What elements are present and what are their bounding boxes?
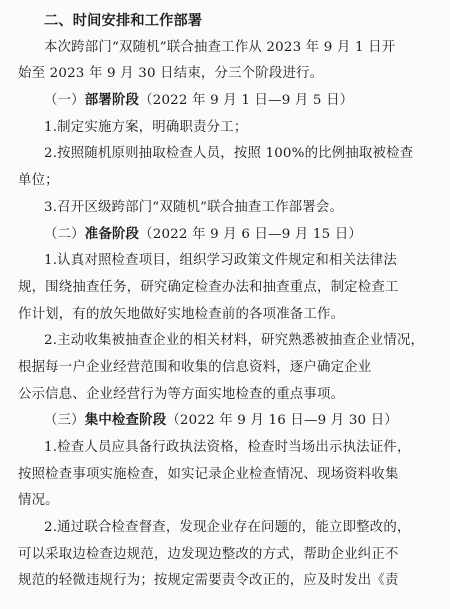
body-line: 2.主动收集被抽查企业的相关材料，研究熟悉被抽查企业情况， [44, 333, 425, 349]
body-line: 根据每一户企业经营范围和收集的信息资料，逐户确定企业 [18, 359, 372, 375]
body-line: 1.制定实施方案，明确职责分工； [44, 119, 248, 135]
body-line: 规，围绕抽查任务，研究确定检查办法和抽查重点，制定检查工 [18, 279, 399, 295]
body-line: 规范的轻微违规行为；按规定需要责令改正的，应及时发出《责 [18, 573, 399, 589]
body-line: 本次跨部门“双随机”联合抽查工作从 2023 年 9 月 1 日开 [44, 39, 396, 55]
body-line: 按照检查事项实施检查，如实记录企业检查情况、现场资料收集 [18, 466, 399, 482]
body-line: 3.召开区级跨部门“双随机”联合抽查工作部署会。 [44, 199, 344, 215]
body-line: 1.检查人员应具备行政执法资格，检查时当场出示执法证件， [44, 440, 411, 455]
body-line: 2.按照随机原则抽取检查人员，按照 100%的比例抽取被检查 [44, 146, 414, 162]
body-line: 2.通过联合检查督查，发现企业存在问题的，能立即整改的， [44, 520, 411, 536]
body-line: 可以采取边检查边规范，边发现边整改的方式，帮助企业纠正不 [18, 546, 399, 562]
subsection-heading: （三）集中检查阶段（2022 年 9 月 16 日—9 月 30 日） [44, 413, 398, 429]
body-line: 始至 2023 年 9 月 30 日结束，分三个阶段进行。 [18, 66, 324, 82]
body-line: 单位； [18, 173, 59, 189]
section-title: 二、时间安排和工作部署 [44, 13, 203, 29]
subsection-heading: （二）准备阶段（2022 年 9 月 6 日—9 月 15 日） [44, 226, 363, 242]
document-body [18, 35, 436, 595]
body-line: 情况。 [18, 493, 59, 509]
subsection-heading: （一）部署阶段（2022 年 9 月 1 日—9 月 5 日） [44, 93, 354, 109]
body-line: 作计划，有的放矢地做好实地检查前的各项准备工作。 [18, 306, 345, 322]
body-line: 1.认真对照检查项目，组织学习政策文件规定和相关法律法 [44, 253, 397, 269]
body-line: 公示信息、企业经营行为等方面实地检查的重点事项。 [18, 386, 345, 402]
